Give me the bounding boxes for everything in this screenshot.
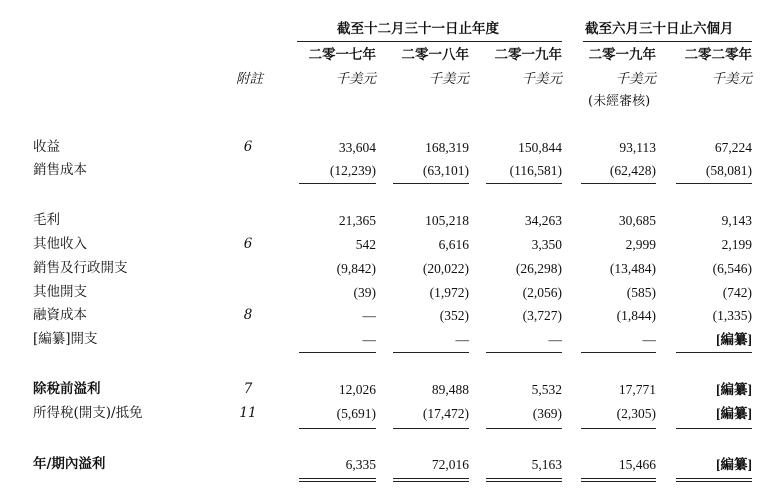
row-value: 67,224 (714, 140, 752, 155)
row-value: (17,472) (422, 406, 469, 421)
unit-half-2019: 千美元 (615, 71, 656, 87)
row-value: 12,026 (338, 382, 376, 397)
row-value: (9,842) (336, 261, 376, 276)
half-header-2019: 二零一九年 (588, 47, 656, 63)
row-label: [編纂]開支 (33, 331, 98, 347)
row-note: 6 (243, 139, 253, 155)
row-label: 毛利 (33, 212, 60, 228)
row-value: 93,113 (619, 140, 656, 155)
row-value: (26,298) (515, 261, 562, 276)
subtotal-rule (393, 352, 469, 353)
unit-2017: 千美元 (335, 71, 376, 87)
row-value: (1,335) (712, 308, 752, 323)
row-value: [編纂] (716, 382, 752, 397)
row-value: 168,319 (425, 140, 469, 155)
total-double-rule (581, 478, 656, 479)
total-double-rule (393, 478, 469, 479)
year-header-2017: 二零一七年 (308, 47, 376, 63)
row-value: (369) (532, 406, 562, 421)
subtotal-rule (676, 352, 752, 353)
row-value: — (455, 332, 469, 347)
row-label: 收益 (33, 139, 60, 155)
row-value: (12,239) (329, 163, 376, 178)
half-header-2020: 二零二零年 (684, 47, 752, 63)
row-value: 34,263 (524, 213, 562, 228)
row-value: 2,999 (625, 237, 656, 252)
subtotal-rule (486, 183, 562, 184)
row-value: 2,199 (721, 237, 752, 252)
row-label: 所得稅(開支)/抵免 (33, 405, 143, 421)
row-value: 30,685 (618, 213, 656, 228)
subtotal-rule (486, 352, 562, 353)
row-value: (585) (626, 285, 656, 300)
row-label: 其他開支 (33, 284, 87, 300)
row-value: 6,335 (345, 457, 376, 472)
total-double-rule (676, 481, 752, 482)
row-value: 105,218 (425, 213, 469, 228)
subtotal-rule (393, 428, 469, 429)
half-year-group-header: 截至六月三十日止六個月 (585, 21, 734, 37)
row-value: (13,484) (609, 261, 656, 276)
unit-2018: 千美元 (428, 71, 469, 87)
total-double-rule (299, 481, 376, 482)
row-value: [編纂] (716, 332, 752, 347)
year-group-rule (297, 41, 562, 42)
row-note: 8 (243, 307, 253, 323)
total-double-rule (299, 478, 376, 479)
row-value: 21,365 (338, 213, 376, 228)
unit-2019: 千美元 (521, 71, 562, 87)
row-value: (1,844) (616, 308, 656, 323)
row-value: (58,081) (705, 163, 752, 178)
subtotal-rule (676, 183, 752, 184)
row-value: — (642, 332, 656, 347)
row-label: 除稅前溢利 (33, 381, 101, 397)
row-value: 542 (355, 237, 376, 252)
row-value: 9,143 (721, 213, 752, 228)
row-value: 17,771 (618, 382, 656, 397)
unit-half-2020: 千美元 (711, 71, 752, 87)
row-value: [編纂] (716, 406, 752, 421)
total-double-rule (393, 481, 469, 482)
row-value: (5,691) (336, 406, 376, 421)
row-value: (20,022) (422, 261, 469, 276)
subtotal-rule (676, 428, 752, 429)
row-label: 年/期內溢利 (33, 456, 106, 472)
subtotal-rule (393, 183, 469, 184)
row-value: 72,016 (431, 457, 469, 472)
subtotal-rule (486, 428, 562, 429)
row-value: (2,305) (616, 406, 656, 421)
row-value: — (548, 332, 562, 347)
year-group-header: 截至十二月三十一日止年度 (337, 21, 499, 37)
row-value: — (362, 332, 376, 347)
row-note: 11 (239, 405, 257, 421)
subtotal-rule (299, 428, 376, 429)
row-value: 3,350 (531, 237, 562, 252)
row-value: [編纂] (716, 457, 752, 472)
row-value: (1,972) (429, 285, 469, 300)
unaudited-note: (未經審核) (588, 94, 651, 109)
row-value: 150,844 (518, 140, 562, 155)
row-label: 其他收入 (33, 236, 87, 252)
row-value: (39) (353, 285, 376, 300)
row-value: 33,604 (338, 140, 376, 155)
total-double-rule (486, 478, 562, 479)
row-value: 15,466 (618, 457, 656, 472)
subtotal-rule (581, 183, 656, 184)
row-label: 銷售成本 (33, 162, 87, 178)
row-value: 5,532 (531, 382, 562, 397)
row-value: (3,727) (522, 308, 562, 323)
row-value: (2,056) (522, 285, 562, 300)
subtotal-rule (299, 352, 376, 353)
subtotal-rule (581, 352, 656, 353)
row-value: 89,488 (431, 382, 469, 397)
row-label: 銷售及行政開支 (33, 260, 128, 276)
note-column-header: 附註 (236, 71, 263, 87)
year-header-2019: 二零一九年 (494, 47, 562, 63)
row-value: (352) (439, 308, 469, 323)
half-year-group-rule (583, 41, 752, 42)
row-value: (63,101) (422, 163, 469, 178)
row-note: 6 (243, 236, 253, 252)
year-header-2018: 二零一八年 (401, 47, 469, 63)
subtotal-rule (299, 183, 376, 184)
row-value: (62,428) (609, 163, 656, 178)
row-value: — (362, 308, 376, 323)
total-double-rule (486, 481, 562, 482)
subtotal-rule (581, 428, 656, 429)
row-value: (742) (722, 285, 752, 300)
row-value: 6,616 (438, 237, 469, 252)
total-double-rule (581, 481, 656, 482)
row-value: 5,163 (531, 457, 562, 472)
row-value: (6,546) (712, 261, 752, 276)
row-note: 7 (243, 381, 253, 397)
total-double-rule (676, 478, 752, 479)
row-value: (116,581) (509, 163, 562, 178)
row-label: 融資成本 (33, 307, 87, 323)
